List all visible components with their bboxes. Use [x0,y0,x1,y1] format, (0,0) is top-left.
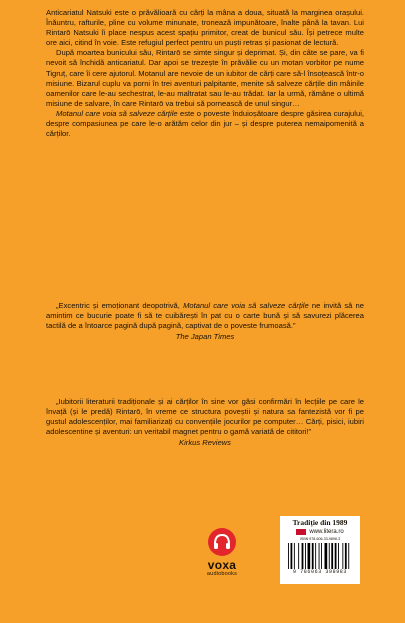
review-source: The Japan Times [175,332,235,342]
barcode-panel [280,516,360,584]
book-title-italic: Motanul care voia să salveze cărțile [56,108,178,118]
quote-book-title: Motanul care voia să salveze cărțile [183,301,309,310]
publisher-tagline: Tradiție din 1989 [292,518,348,527]
publisher-flag-icon [296,529,306,535]
blurb-paragraph-3-text: este o poveste înduioșătoare despre găsirea curajului, despre compasiunea pe care le-o arătăm celor din jur – și despre puterea nemaipomenită a cărților. [46,108,364,139]
headphones-icon [207,527,237,557]
barcode-bars [287,543,353,569]
review-quote-japan-times [46,301,364,342]
barcode-number: 9 786063 398983 [292,568,347,575]
book-blurb [46,8,364,139]
publisher-site [284,528,356,536]
quote-text-start: „Excentric și emoționant deopotrivă, [56,301,184,310]
logo-brand-text: voxa [207,558,237,572]
review-quote-text: „Iubitorii literaturii tradiționale și ai cărților în sine vor găsi confirmări în lecțiile pe care le învață (și le predă) Rintarō, în vreme ce structura poveștii și natura sa fantezistă vor fi pe gustul adolescenților, mai familiarizați cu convențiile jocurilor pe computer… Cărți, pisici, iubiri adolescentine și aventuri: un veritabil magnet pentru o gamă variată de cititori!” [46,397,364,437]
review-quote-text [46,301,364,331]
blurb-paragraph-1: Anticariatul Natsuki este o prăvălioară cu cărți la mâna a doua, situată la marginea orașului. Înăuntru, rafturile, pline cu volume minunate, tronează impunătoare, înalte până la tavan. Lui Rintarō Natsuki îi place nespus acest spațiu primitor, creat de bunicul său. Își petrece multe ore aici, citind în voie. Este refugiul perfect pentru un puști retras și pasionat de lectură. [46,8,364,48]
publisher-url: www.litera.ro [309,529,344,535]
quote-text-end: ne invită să ne amintim ce bucurie poate fi să te cuibărești în pat cu o carte bună și să savurezi plăcerea tactilă de a întoarce pagină după pagină, captivat de o poveste frumoasă.” [46,301,364,331]
review-quote-kirkus [46,397,364,448]
logo-subtitle: audiobooks [206,571,238,577]
isbn-text: ISBN 978-606-33-9898-3 [299,537,341,541]
voxa-logo [192,527,252,577]
blurb-paragraph-3 [46,109,364,139]
blurb-paragraph-2: După moartea bunicului său, Rintarō se simte singur și deprimat. Și, din câte se pare, va fi nevoit să închidă anticariatul. Dar apoi se trezește în prăvălie cu un motan vorbitor pe nume Tigruț, care îi cere ajutorul. Motanul are nevoie de un iubitor de cărți care să-l însoțească într-o misiune. Bizarul cuplu va porni în trei aventuri palpitante, menite să salveze cărțile din mâinile oamenilor care le-au sechestrat, le-au maltratat sau le-au trădat. Iar la urmă, rămâne o ultimă misiune de salvare, în care Rintarō va trebui să pornească de unul singur… [46,48,364,108]
review-source: Kirkus Reviews [179,438,231,448]
